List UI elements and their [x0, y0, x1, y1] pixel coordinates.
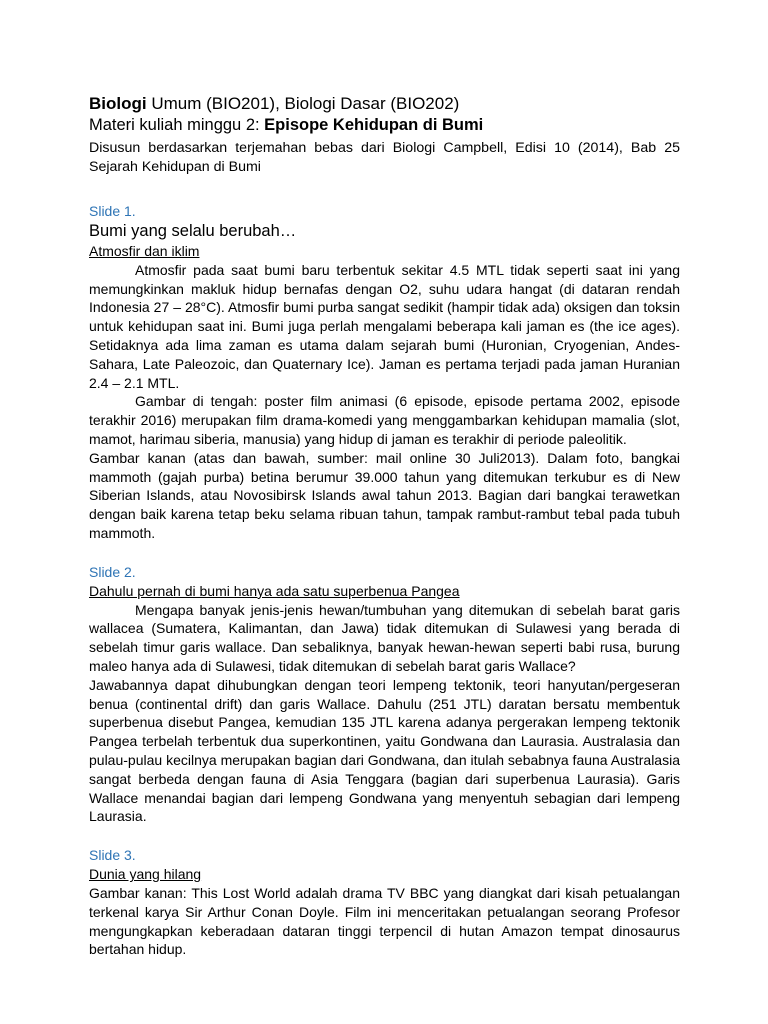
slide-1-section	[89, 202, 680, 543]
slide-2-paragraph-1: Mengapa banyak jenis-jenis hewan/tumbuhan yang ditemukan di sebelah barat garis wallacea (Sumatera, Kalimantan, dan Jawa) tidak ditemukan di Sulawesi yang berada di sebelah timur garis wallace. Dan sebaliknya, banyak hewan-hewan seperti babi rusa, burung maleo hanya ada di Sulawesi, tidak ditemukan di sebelah barat garis Wallace?	[89, 601, 680, 674]
slide-2-label: Slide 2.	[89, 563, 136, 580]
slide-1-paragraph-1: Atmosfir pada saat bumi baru terbentuk sekitar 4.5 MTL tidak seperti saat ini yang memungkinkan makluk hidup bernafas dengan O2, suhu udara hangat (di dataran rendah Indonesia 27 – 28°C). Atmosfir bumi purba sangat sedikit (hampir tidak ada) oksigen dan toksin untuk kehidupan saat ini. Bumi juga perlah mengalami beberapa kali jaman es (the ice ages). Setidaknya ada lima zaman es utama dalam sejarah bumi (Huronian, Cryogenian, Andes-Sahara, Late Paleozoic, dan Quaternary Ice). Jaman es pertama terjadi pada jaman Huranian 2.4 – 2.1 MTL.	[89, 261, 680, 391]
slide-1-paragraph-2: Gambar di tengah: poster film animasi (6 episode, episode pertama 2002, episode terakhir 2016) merupakan film drama-komedi yang menggambarkan kehidupan mamalia (slot, mamot, harimau siberia, manusia) yang hidup di jaman es terakhir di periode paleolitik.	[89, 393, 680, 447]
slide-2-paragraph-2: Jawabannya dapat dihubungkan dengan teori lempeng tektonik, teori hanyutan/pergeseran benua (continental drift) dan garis Wallace. Dahulu (251 JTL) daratan bersatu membentuk superbenua disebut Pangea, kemudian 135 JTL karena adanya pergerakan lempeng tektonik Pangea terbelah terbentuk dua superkontinen, yaitu Gondwana dan Laurasia. Australasia dan pulau-pulau kecilnya merupakan bagian dari Gondwana, dan itulah sebabnya fauna Australasia sangat berbeda dengan fauna di Asia Tenggara (bagian dari superbenua Laurasia). Garis Wallace menandai bagian dari lempeng Gondwana yang menyentuh sebagian dari lempeng Laurasia.	[89, 676, 680, 825]
slide-1-heading: Bumi yang selalu berubah…	[89, 222, 297, 240]
course-title-bold: Biologi	[89, 94, 147, 113]
slide-3-section	[89, 846, 680, 959]
slide-2-topic: Dahulu pernah di bumi hanya ada satu superbenua Pangea	[89, 582, 460, 599]
lecture-title-topic: Episope Kehidupan di Bumi	[264, 116, 484, 134]
slide-1-topic: Atmosfir dan iklim	[89, 243, 200, 259]
slide-1-paragraph-3: Gambar kanan (atas dan bawah, sumber: mail online 30 Juli2013). Dalam foto, bangkai mammoth (gajah purba) betina berumur 39.000 tahun yang ditemukan terkubur es di New Siberian Islands, atau Novosibirsk Islands awal tahun 2013. Bagian dari bangkai terawetkan dengan baik karena tetap beku selama ribuan tahun, tampak rambut-rambut tebal pada tubuh mammoth.	[89, 449, 680, 541]
slide-1-label: Slide 1.	[89, 203, 136, 219]
course-title	[89, 93, 680, 115]
source-note: Disusun berdasarkan terjemahan bebas dari Biologi Campbell, Edisi 10 (2014), Bab 25 Sejarah Kehidupan di Bumi	[89, 140, 680, 175]
lecture-title-prefix: Materi kuliah minggu 2:	[89, 116, 265, 134]
slide-3-topic: Dunia yang hilang	[89, 866, 202, 883]
slide-3-paragraph-1: Gambar kanan: This Lost World adalah drama TV BBC yang diangkat dari kisah petualangan terkenal karya Sir Arthur Conan Doyle. Film ini menceritakan petualangan seorang Profesor mengungkapkan keberadaan dataran tinggi terpencil di hutan Amazon tempat dinosaurus bertahan hidup.	[89, 884, 680, 958]
course-title-rest: Umum (BIO201), Biologi Dasar (BIO202)	[146, 94, 460, 113]
slide-3-label: Slide 3.	[89, 847, 136, 864]
lecture-title	[89, 115, 680, 136]
slide-2-section	[89, 563, 680, 826]
